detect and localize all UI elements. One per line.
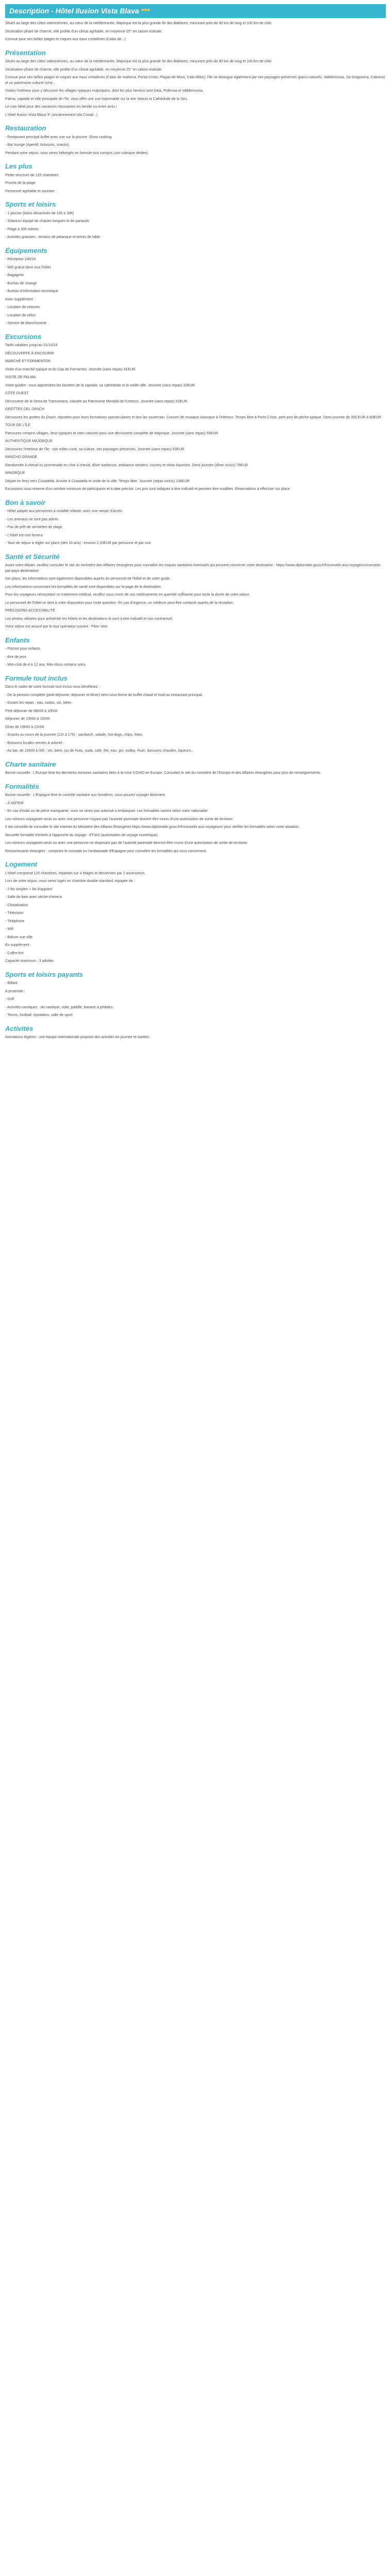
paragraph: Visite d'un marché typique et du Cap de Formentor. Journée (sans repas) 41EUR (5, 367, 136, 371)
paragraph: - Balcon vue ville (5, 935, 32, 939)
section (5, 970, 386, 1019)
paragraph: Déjeuner de 13h00 à 15h00 (5, 717, 50, 721)
paragraph: Personnel agréable et souriant (5, 189, 55, 193)
paragraph: - Réception 24h/24 (5, 258, 36, 261)
paragraph: Capacité maximum : 3 adultes (5, 959, 54, 963)
paragraph: Départ en ferry vers Ciutadella. Arrivée à Ciutadella et visite de la ville. Temps libre. Journée (repas inclus) 138EUR (5, 479, 190, 483)
paragraph: Avant votre départ, veuillez consulter le site du ministère des Affaires étrangères pour connaître les risques sanitaires éventuels qui peuvent concerner votre destination : https://www.diplomatie.gouv.fr/fr/conseils-aux-voyageurs/conseils-par-pays-destination/ (5, 564, 382, 573)
paragraph: - De la pension complète (petit-déjeuner, déjeuner et dîner) servi sous forme de buffet chaud et froid au restaurant principal. (5, 693, 203, 697)
paragraph: Les mineurs voyageant seuls ou avec une personne n'ayant pas l'autorité parentale doivent être munis d'une autorisation de sortie de territoire. (5, 817, 234, 821)
section-heading: Charte sanitaire (5, 760, 56, 768)
paragraph: Bonne nouvelle : L'Europe lève les dernières mesures sanitaires liées à la crise COVID en Europe. Consultez le site du ministère de l'Europe et des Affaires étrangères pour plus de renseignements. (5, 771, 321, 775)
section-heading: Restauration (5, 124, 46, 132)
paragraph: Les informations concernant les formalités de santé sont disponibles sur la page de la destination. (5, 585, 162, 589)
section (5, 498, 386, 547)
paragraph: - À NOTER (5, 801, 24, 805)
paragraph: - Taxe de séjour à régler sur place (dès 16 ans) : environ 2,20EUR par personne et par nuit. (5, 541, 152, 545)
paragraph: Connue pour ses belles plages et criques aux eaux cristallines (Calas de mallorca, Portal Cristo, Playas de Muro, Cala Millor), l'île se distingue également par ses paysages préservés (parcs naturels, Valldemossa, Sa Dragonera, Cabrera) et un patrimoine culturel riche... (5, 76, 385, 85)
paragraph: Dîner de 19h00 à 21h00 (5, 725, 44, 729)
paragraph: - Bagagerie (5, 274, 24, 277)
paragraph: - Solarium équipé de chaises longues et de parasols (5, 219, 89, 223)
paragraph: Dans le cadre de votre formule tout inclus vous bénéficiez : (5, 685, 100, 689)
paragraph: RANCHO GRANDE (5, 455, 38, 459)
section (5, 199, 386, 241)
paragraph: Visite guidée : vous apprendrez les facettes de la capitale, sa cathédrale et la vieille ville. Journée (sans repas) 32EUR (5, 383, 195, 387)
paragraph: En supplément : (5, 943, 31, 947)
paragraph: - Télévision (5, 911, 24, 915)
paragraph: - Aire de jeux (5, 655, 26, 659)
section-heading: Excursions (5, 332, 42, 341)
content (5, 21, 386, 1041)
paragraph: Randonnée à cheval ou promenade en char à cheval, dîner barbecue, ambiance western, country et show équestre. Demi journée (dîner inclus) 78EUR (5, 463, 248, 467)
section-heading: Santé et Sécurité (5, 552, 60, 561)
section-heading: Formule tout inclus (5, 674, 68, 682)
section-heading: Sports et loisirs payants (5, 970, 83, 978)
paragraph: Avec supplément : (5, 297, 35, 301)
paragraph: - Snacks au cours de la journée (11h à 17h) : sandwich, salade, hot-dogs, chips, frites. (5, 733, 143, 737)
paragraph: A proximité : (5, 989, 25, 993)
paragraph: - Activités nautiques : ski nautique, voile, paddle, banane à pédales. (5, 1005, 114, 1009)
paragraph: - Coffre-fort (5, 951, 24, 955)
section (5, 246, 386, 327)
paragraph: - L'hôtel est non fumeur. (5, 533, 44, 537)
paragraph: MARCHÉ ET FORMENTOR (5, 360, 51, 363)
paragraph: - Hôtel adapté aux personnes à mobilité réduite, avec une rampe d'accès. (5, 510, 123, 513)
paragraph: TOUR DE L'ÎLE (5, 423, 31, 427)
page-title (5, 4, 386, 18)
paragraph: CÔTE OUEST (5, 392, 29, 395)
section (5, 48, 386, 118)
section-heading: Équipements (5, 246, 47, 255)
paragraph: Destination phare de charme, elle profite d'un climat agréable, en moyenne 25° en saison estivale. (5, 67, 162, 72)
paragraph: Votre séjour est assuré par le tour opérateur suivant : Plein Vent (5, 625, 108, 629)
section-heading: Activités (5, 1024, 34, 1032)
paragraph: Proche de la plage (5, 181, 36, 185)
section (5, 123, 386, 156)
section-heading: Présentation (5, 48, 46, 57)
paragraph: Les photos utilisées pour présenter les hôtels et les destinations le sont à titre indicatif et non contractuel. (5, 617, 173, 621)
paragraph: GROTTES DEL DRACH (5, 408, 44, 411)
paragraph: - Service de blanchisserie (5, 321, 47, 325)
section (5, 161, 386, 194)
paragraph: - Tennis, football, équitation, salle de sport (5, 1013, 73, 1017)
paragraph: Situés au large des côtes valenciennes, au cœur de la méditerranée, Majorque est la plus grande île des Baléares, mesurant près de 80 km de long et 100 km de côte. (5, 22, 272, 25)
paragraph: DÉCOUVERTE À ENCOURIR (5, 351, 54, 355)
paragraph: - En cas d'oubli ou de pièce manquante, vous ne serez pas autorisé à embarquer. Les formalités varient selon votre nationalité. (5, 809, 208, 813)
paragraph: - 2 lits simples + lits d'appoint (5, 887, 53, 891)
paragraph: Découvrez l'intérieur de l'île : son milieu rural, sa culture, ses paysages préservés. Journée (sans repas) 53EUR (5, 447, 184, 451)
paragraph: L'hôtel comprend 125 chambres, réparties sur 4 étages et desservies par 2 ascenseurs. (5, 871, 146, 875)
paragraph: Pendant votre séjour, vous serez hébergés en formule tout compris (voir rubrique dédiée). (5, 151, 149, 155)
paragraph: Découvrez les grottes du Drach, réputées pour leurs formations spectaculaires et leur lac souterrain. Concert de musique classique à l'intérieur. Temps libre à Porto Cristo, petit port de pêche typique. Demi journée de 350 EUR à 60EUR (5, 415, 381, 419)
section (5, 759, 386, 776)
paragraph: Situés au large des côtes valenciennes, au cœur de la méditerranée, Majorque est la plus grande île des Baléares, mesurant près de 80 km de long et 100 km de côte. (5, 60, 272, 63)
section (5, 332, 386, 493)
paragraph: - Location de voitures (5, 306, 40, 309)
section (5, 673, 386, 754)
paragraph: - 1 piscine (bains désactivés de 10h à 18h) (5, 211, 74, 215)
paragraph: Pour les voyageurs nécessitant un traitement médical, veuillez vous munir de vos médicaments en quantité suffisante pour toute la durée de votre séjour. (5, 593, 250, 597)
paragraph: - Les animaux ne sont pas admis. (5, 517, 59, 521)
paragraph: - Mini-club de 4 à 12 ans. Mini-disco certains soirs. (5, 663, 87, 667)
paragraph: AUTHENTIQUE MAJORQUE (5, 439, 53, 443)
paragraph: - Billard (5, 981, 18, 985)
paragraph: - Au bar, de 10h00 à 00h : vin, bière, jus de fruits, soda, café, thé, eau, gin, vodka, rhum, boissons chaudes, liqueurs... (5, 749, 194, 753)
paragraph: - Salle de bain avec sèche-cheveux (5, 895, 62, 899)
paragraph: Animations légères : une équipe internationale propose des activités en journée et soirées. (5, 1036, 150, 1039)
page-title-text: Description - Hôtel Ilusion Vista Blava (9, 7, 139, 15)
paragraph: Palma, capitale et ville principale de l'île, vous offre une vue imprenable sur la mer depuis la Cathédrale de la Seu. (5, 97, 188, 101)
paragraph: - Restaurant principal buffet avec vue sur la piscine. Show cooking. (5, 135, 113, 139)
section-heading: Logement (5, 860, 38, 868)
section (5, 1024, 386, 1041)
paragraph: Connue pour ses belles plages et criques aux eaux cristallines (Calas de...) (5, 38, 126, 41)
paragraph: Le personnel de l'hôtel se tient à votre disposition pour toute question. En cas d'urgence, un médecin peut être contacté auprès de la réception. (5, 601, 234, 605)
paragraph: - Climatisation (5, 903, 28, 907)
paragraph: - Plage à 300 mètres (5, 227, 39, 231)
paragraph: - Pas de prêt de serviettes de plage. (5, 526, 63, 529)
paragraph: Ressortissants étrangers : contactez le consulat ou l'ambassade d'Espagne pour connaître les formalités qui vous concernent. (5, 849, 207, 853)
paragraph: Sur place, les informations sont également disponibles auprès du personnel de l'hôtel et de votre guide. (5, 577, 171, 581)
paragraph: Visitez l'intérieur pour y découvrir les villages typiques majorquins, dont les plus fameux sont Deià, Pollensa et Valldemossa. (5, 89, 204, 93)
section (5, 21, 386, 43)
page (0, 0, 391, 1056)
paragraph: - Bureau d'information touristique (5, 290, 58, 293)
paragraph: - Durant les repas : eau, sodas, vin, bière. (5, 701, 72, 705)
section (5, 859, 386, 964)
paragraph: Nouvelle formalité d'entrée à l'approche du voyage : ETIAS (autorisation de voyage numérique). (5, 833, 159, 837)
paragraph: Tarifs valables jusqu'au 31/10/24 (5, 344, 58, 347)
paragraph: - Wifi (5, 927, 13, 931)
section-heading: Les plus (5, 162, 32, 170)
paragraph: Excursions sous réserve d'un nombre minimum de participants et à date précise. Les prix sont indiqués à titre indicatif et peuvent être modifiés. Réservations à effectuer sur place. (5, 487, 291, 491)
paragraph: PRÉCISIONS ACCESSIBILITÉ (5, 609, 55, 613)
section (5, 635, 386, 668)
paragraph: Découverte de la Serra de Tramuntana, classée au Patrimoine Mondial de l'Unesco. Journée (sans repas) 52EUR (5, 399, 188, 403)
rating-stars: *** (141, 7, 150, 15)
paragraph: Petit déjeuner de 08h00 à 10h00 (5, 709, 58, 713)
section-heading: Sports et loisirs (5, 200, 56, 208)
paragraph: Lors de votre séjour, vous serez logés en chambre double standard, équipée de : (5, 879, 135, 883)
paragraph: - Activités gratuites : terrains de pétanque et tennis de table (5, 235, 101, 239)
paragraph: - Bar lounge (Aperitif, boissons, snacks) (5, 143, 69, 147)
paragraph: Bonne nouvelle : L'Espagne lève le contrôle sanitaire aux frontières, vous pouvez voyager librement. (5, 793, 166, 797)
section-heading: Enfants (5, 636, 30, 644)
paragraph: MINORQUE (5, 471, 25, 475)
paragraph: Parcourez certains villages, lieux typiques et sites naturels pour une découverte complète de Majorque. Journée (sans repas) 55EUR (5, 431, 218, 435)
paragraph: - Bureau de change (5, 281, 37, 285)
paragraph: - Téléphone (5, 919, 25, 923)
paragraph: Petite structure de 125 chambres (5, 173, 59, 177)
section-heading: Bon à savoir (5, 498, 46, 506)
section (5, 782, 386, 855)
paragraph: - Boissons locales servies à volonté : (5, 741, 64, 745)
paragraph: L'hôtel Ilusion Vista Blava 3* (anciennement Isla Cristal...) (5, 113, 98, 117)
paragraph: - Golf (5, 997, 14, 1001)
section-heading: Formalités (5, 782, 39, 790)
paragraph: Il est conseillé de consulter le site internet du Ministère des Affaires Étrangères https://www.diplomatie.gouv.fr/fr/conseils-aux-voyageurs/ pour vérifier les formalités selon votre situation. (5, 825, 300, 829)
paragraph: VISITE DE PALMA (5, 376, 36, 379)
section (5, 552, 386, 630)
paragraph: Le coin idéal pour des vacances reposantes en famille ou entre amis ! (5, 105, 117, 109)
paragraph: - Piscine pour enfants (5, 647, 40, 651)
paragraph: Destination phare de charme, elle profite d'un climat agréable, en moyenne 25° en saison estivale. (5, 29, 162, 33)
paragraph: - Wifi gratuit dans tout l'hôtel (5, 265, 51, 269)
paragraph: Les mineurs voyageant seuls ou avec une personne ne disposant pas de l'autorité parentale devront être munis d'une autorisation de sortie de territoire. (5, 841, 248, 845)
paragraph: - Location de vélos (5, 313, 36, 317)
